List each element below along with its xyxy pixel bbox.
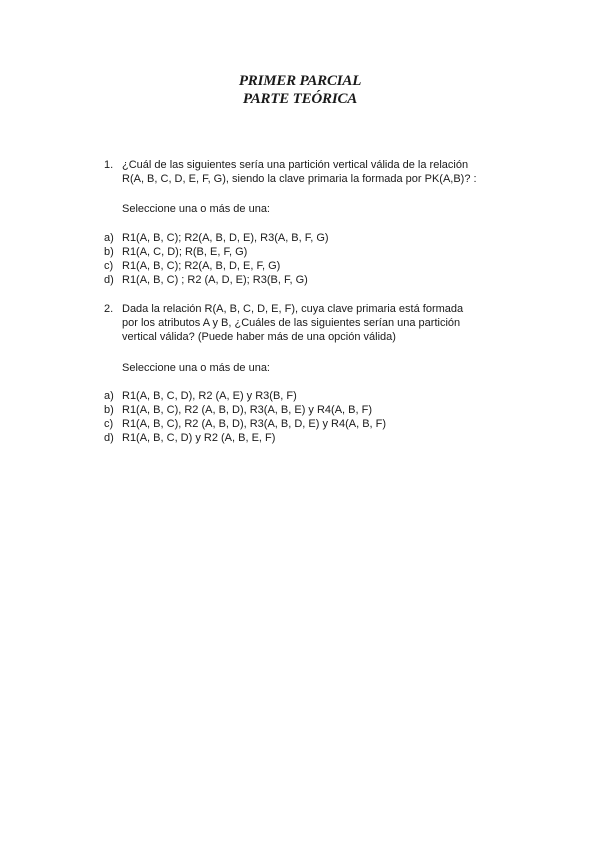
- question-text-line: Dada la relación R(A, B, C, D, E, F), cuya clave primaria está formada: [122, 303, 464, 315]
- option-text: R1(A, B, C); R2(A, B, D, E, F, G): [122, 260, 281, 272]
- title-line-2: PARTE TEÓRICA: [242, 91, 358, 107]
- select-instruction: Seleccione una o más de una:: [122, 362, 270, 374]
- question-text-line: vertical válida? (Puede haber más de una opción válida): [122, 331, 396, 343]
- option-letter: c): [104, 260, 114, 272]
- option-item: [104, 389, 504, 403]
- question-text-line: por los atributos A y B, ¿Cuáles de las siguientes serían una partición: [122, 317, 461, 329]
- option-letter: b): [104, 404, 114, 416]
- option-letter: b): [104, 246, 114, 258]
- option-text: R1(A, B, C, D), R2 (A, E) y R3(B, F): [122, 390, 297, 402]
- question-text: [122, 158, 502, 186]
- question-number: 1.: [104, 159, 114, 171]
- option-letter: d): [104, 432, 114, 444]
- options-list-1: [104, 231, 504, 287]
- option-item: [104, 245, 504, 259]
- options-list-2: [104, 389, 504, 445]
- question-text-line: R(A, B, C, D, E, F, G), siendo la clave primaria la formada por PK(A,B)? :: [122, 173, 477, 185]
- option-item: [104, 231, 504, 245]
- question-text-line: ¿Cuál de las siguientes sería una partición vertical válida de la relación: [122, 159, 469, 171]
- option-letter: c): [104, 418, 114, 430]
- question-number: 2.: [104, 303, 114, 315]
- select-instruction: Seleccione una o más de una:: [122, 203, 270, 215]
- option-letter: d): [104, 274, 114, 286]
- option-item: [104, 273, 504, 287]
- option-letter: a): [104, 232, 114, 244]
- option-text: R1(A, C, D); R(B, E, F, G): [122, 246, 248, 258]
- option-item: [104, 403, 504, 417]
- option-text: R1(A, B, C), R2 (A, B, D), R3(A, B, D, E) y R4(A, B, F): [122, 418, 387, 430]
- option-item: [104, 259, 504, 273]
- option-item: [104, 417, 504, 431]
- option-text: R1(A, B, C), R2 (A, B, D), R3(A, B, E) y R4(A, B, F): [122, 404, 372, 416]
- option-text: R1(A, B, C); R2(A, B, D, E), R3(A, B, F, G): [122, 232, 329, 244]
- exam-title: [0, 72, 600, 108]
- option-letter: a): [104, 390, 114, 402]
- option-text: R1(A, B, C) ; R2 (A, D, E); R3(B, F, G): [122, 274, 308, 286]
- title-line-1: PRIMER PARCIAL: [238, 73, 362, 89]
- option-item: [104, 431, 504, 445]
- question-text: [122, 302, 502, 344]
- option-text: R1(A, B, C, D) y R2 (A, B, E, F): [122, 432, 276, 444]
